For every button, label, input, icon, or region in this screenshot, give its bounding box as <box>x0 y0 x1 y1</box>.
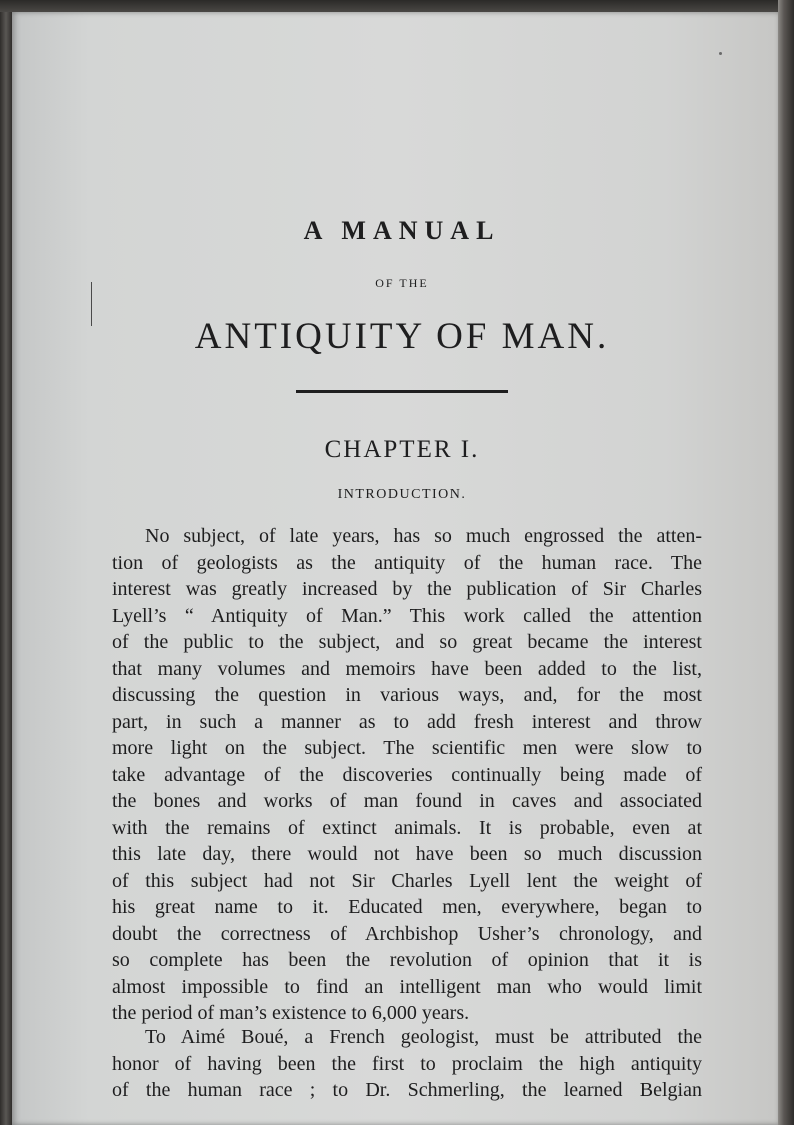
paragraph-2 <box>112 1024 702 1104</box>
text-line: tion of geologists as the antiquity of the human race. The <box>112 551 702 574</box>
book-top-edge <box>0 0 794 12</box>
text-line: of this subject had not Sir Charles Lyell lent the weight of <box>112 869 702 892</box>
text-line: Lyell’s “ Antiquity of Man.” This work called the attention <box>112 604 702 627</box>
text-line: almost impossible to find an intelligent man who would limit <box>112 975 702 998</box>
book-page <box>12 12 780 1125</box>
book-right-edge <box>778 0 794 1125</box>
text-line: that many volumes and memoirs have been added to the list, <box>112 657 702 680</box>
section-heading: INTRODUCTION. <box>337 487 467 502</box>
title-line-a-manual: A MANUAL <box>303 216 501 245</box>
text-line: doubt the correctness of Archbishop Usher’s chronology, and <box>112 922 702 945</box>
text-line: interest was greatly increased by the publication of Sir Charles <box>112 578 702 600</box>
text-line: honor of having been the first to proclaim the high antiquity <box>112 1052 702 1075</box>
paper-speck <box>719 52 722 55</box>
paragraph-1 <box>112 523 702 1027</box>
chapter-heading: CHAPTER I. <box>324 436 480 463</box>
text-line: with the remains of extinct animals. It is probable, even at <box>112 816 702 839</box>
text-line: the bones and works of man found in caves and associated <box>112 790 702 812</box>
text-line: this late day, there would not have been so much discussion <box>112 843 702 865</box>
text-line: his great name to it. Educated men, everywhere, began to <box>112 896 702 918</box>
text-line: the period of man’s existence to 6,000 years. <box>112 1002 470 1024</box>
text-line: To Aimé Boué, a French geologist, must be attributed the <box>145 1026 702 1048</box>
title-rule <box>296 390 508 393</box>
text-line: part, in such a manner as to add fresh interest and throw <box>112 710 702 733</box>
title-line-of-the: OF THE <box>375 276 429 290</box>
text-line: more light on the subject. The scientific men were slow to <box>112 737 702 759</box>
text-line: of the human race ; to Dr. Schmerling, the learned Belgian <box>112 1079 702 1101</box>
text-line: discussing the question in various ways, and, for the most <box>112 684 702 706</box>
text-line: take advantage of the discoveries continually being made of <box>112 763 702 786</box>
text-line: of the public to the subject, and so great became the interest <box>112 631 702 653</box>
text-line: No subject, of late years, has so much engrossed the atten- <box>145 525 702 547</box>
book-title: ANTIQUITY OF MAN. <box>194 316 610 357</box>
text-line: so complete has been the revolution of opinion that it is <box>112 949 702 971</box>
